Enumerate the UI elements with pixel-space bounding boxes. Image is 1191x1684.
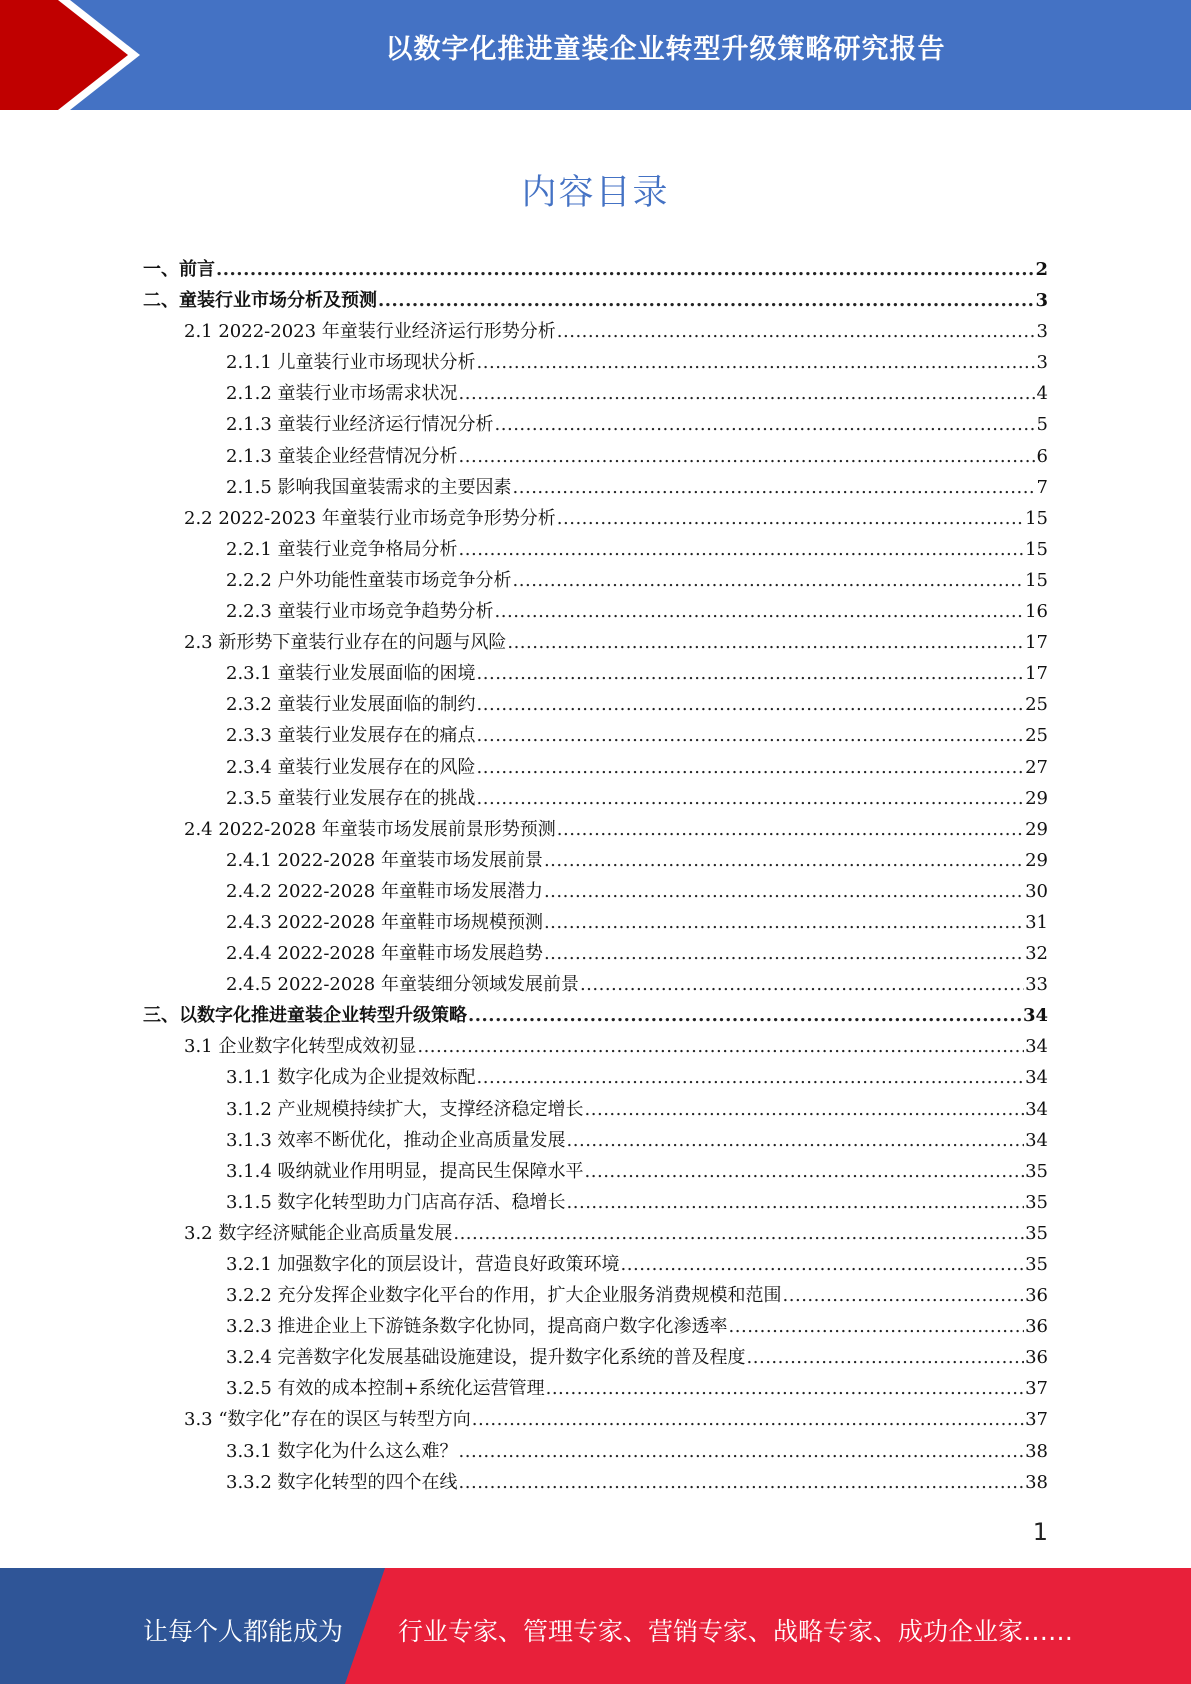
toc-leader-dots bbox=[477, 783, 1025, 814]
toc-entry[interactable] bbox=[143, 1373, 1048, 1404]
toc-entry-page: 7 bbox=[1036, 476, 1048, 498]
toc-entry[interactable] bbox=[143, 409, 1048, 440]
toc-entry-label: 3.2.2 充分发挥企业数字化平台的作用，扩大企业服务消费规模和范围 bbox=[226, 1285, 782, 1307]
toc-entry-label: 3.3.2 数字化转型的四个在线 bbox=[226, 1471, 458, 1493]
toc-entry-label: 2.3.3 童装行业发展存在的痛点 bbox=[226, 725, 476, 747]
toc-leader-dots bbox=[544, 938, 1024, 969]
toc-leader-dots bbox=[580, 969, 1024, 1000]
toc-entry-page: 4 bbox=[1036, 383, 1048, 405]
toc-entry[interactable] bbox=[143, 472, 1048, 503]
toc-entry-page: 5 bbox=[1036, 414, 1048, 436]
toc-entry-label: 3.1.5 数字化转型助力门店高存活、稳增长 bbox=[226, 1191, 566, 1213]
toc-entry-label: 2.2.1 童装行业竞争格局分析 bbox=[226, 538, 458, 560]
toc-entry-page: 30 bbox=[1025, 880, 1048, 902]
toc-entry[interactable] bbox=[143, 378, 1048, 409]
toc-entry-page: 15 bbox=[1025, 569, 1048, 591]
toc-entry-page: 25 bbox=[1025, 694, 1048, 716]
toc-entry-label: 2.3.2 童装行业发展面临的制约 bbox=[226, 694, 476, 716]
toc-leader-dots bbox=[585, 1094, 1025, 1125]
toc-entry[interactable] bbox=[143, 627, 1048, 658]
toc-entry-label: 二、童装行业市场分析及预测 bbox=[143, 290, 377, 312]
toc-entry-label: 2.2.3 童装行业市场竞争趋势分析 bbox=[226, 601, 494, 623]
toc-entry-label: 2.4.3 2022-2028 年童鞋市场规模预测 bbox=[226, 911, 543, 933]
toc-entry-page: 34 bbox=[1025, 1129, 1048, 1151]
toc-entry[interactable] bbox=[143, 1404, 1048, 1435]
toc-leader-dots bbox=[459, 1436, 1025, 1467]
toc-entry-page: 16 bbox=[1025, 601, 1048, 623]
toc-entry-page: 29 bbox=[1025, 787, 1048, 809]
toc-entry[interactable] bbox=[143, 783, 1048, 814]
toc-entry-page: 17 bbox=[1025, 663, 1048, 685]
toc-entry-page: 29 bbox=[1025, 818, 1048, 840]
report-title: 以数字化推进童装企业转型升级策略研究报告 bbox=[385, 34, 946, 65]
toc-entry-label: 3.3 “数字化”存在的误区与转型方向 bbox=[184, 1409, 471, 1431]
toc-entry[interactable] bbox=[143, 845, 1048, 876]
toc-entry-page: 15 bbox=[1025, 538, 1048, 560]
toc-entry[interactable] bbox=[143, 1187, 1048, 1218]
toc-leader-dots bbox=[495, 596, 1025, 627]
toc-entry-label: 3.2.5 有效的成本控制+系统化运营管理 bbox=[226, 1378, 545, 1400]
toc-entry-label: 2.3.1 童装行业发展面临的困境 bbox=[226, 663, 476, 685]
toc-entry-label: 2.4.1 2022-2028 年童装市场发展前景 bbox=[226, 849, 543, 871]
toc-entry[interactable] bbox=[143, 938, 1048, 969]
toc-leader-dots bbox=[468, 1000, 1022, 1031]
toc-entry[interactable] bbox=[143, 752, 1048, 783]
toc-entry[interactable] bbox=[143, 347, 1048, 378]
toc-leader-dots bbox=[477, 689, 1025, 720]
toc-leader-dots bbox=[729, 1311, 1025, 1342]
toc-leader-dots bbox=[557, 814, 1024, 845]
toc-leader-dots bbox=[459, 1467, 1025, 1498]
toc-entry-page: 3 bbox=[1035, 290, 1048, 312]
toc-entry[interactable] bbox=[143, 503, 1048, 534]
toc-entry-label: 3.2.3 推进企业上下游链条数字化协同，提高商户数字化渗透率 bbox=[226, 1316, 728, 1338]
toc-entry-page: 17 bbox=[1025, 632, 1048, 654]
toc-entry-label: 2.1.1 儿童装行业市场现状分析 bbox=[226, 352, 476, 374]
toc-leader-dots bbox=[585, 1156, 1025, 1187]
toc-entry-page: 3 bbox=[1036, 321, 1048, 343]
toc-leader-dots bbox=[477, 1062, 1025, 1093]
toc-leader-dots bbox=[513, 472, 1036, 503]
toc-entry-page: 15 bbox=[1025, 507, 1048, 529]
toc-entry-page: 6 bbox=[1036, 445, 1048, 467]
toc-entry[interactable] bbox=[143, 534, 1048, 565]
toc-leader-dots bbox=[417, 1031, 1024, 1062]
toc-entry[interactable] bbox=[143, 907, 1048, 938]
toc-leader-dots bbox=[477, 347, 1036, 378]
toc-entry-label: 2.4.2 2022-2028 年童鞋市场发展潜力 bbox=[226, 880, 543, 902]
toc-entry[interactable] bbox=[143, 254, 1048, 285]
toc-entry[interactable] bbox=[143, 1094, 1048, 1125]
toc-leader-dots bbox=[477, 720, 1025, 751]
toc-entry-page: 34 bbox=[1022, 1005, 1048, 1027]
toc-leader-dots bbox=[557, 316, 1036, 347]
toc-entry[interactable] bbox=[143, 1467, 1048, 1498]
toc-entry[interactable] bbox=[143, 1342, 1048, 1373]
toc-entry[interactable] bbox=[143, 1031, 1048, 1062]
toc-leader-dots bbox=[546, 1373, 1024, 1404]
toc-leader-dots bbox=[216, 254, 1034, 285]
toc-leader-dots bbox=[477, 658, 1025, 689]
toc-entry[interactable] bbox=[143, 596, 1048, 627]
toc-leader-dots bbox=[378, 285, 1034, 316]
toc-entry[interactable] bbox=[143, 720, 1048, 751]
toc-entry-page: 2 bbox=[1035, 259, 1048, 280]
toc-entry-label: 3.1 企业数字化转型成效初显 bbox=[184, 1036, 417, 1058]
toc-leader-dots bbox=[567, 1125, 1025, 1156]
toc-leader-dots bbox=[544, 845, 1024, 876]
toc-entry-page: 36 bbox=[1025, 1347, 1048, 1369]
toc-leader-dots bbox=[459, 534, 1025, 565]
toc-entry-page: 34 bbox=[1025, 1067, 1048, 1089]
toc-entry-page: 25 bbox=[1025, 725, 1048, 747]
toc-entry-page: 37 bbox=[1025, 1409, 1048, 1431]
footer-band bbox=[0, 1568, 1191, 1684]
toc-entry-label: 3.1.2 产业规模持续扩大，支撑经济稳定增长 bbox=[226, 1098, 584, 1120]
toc-entry-page: 38 bbox=[1025, 1440, 1048, 1462]
toc-entry-label: 2.1.3 童装行业经济运行情况分析 bbox=[226, 414, 494, 436]
toc-entry[interactable] bbox=[143, 969, 1048, 1000]
toc-entry-page: 27 bbox=[1025, 756, 1048, 778]
header-band bbox=[0, 0, 1191, 110]
toc-entry-page: 35 bbox=[1025, 1191, 1048, 1213]
toc-entry-page: 35 bbox=[1025, 1222, 1048, 1244]
toc-entry-label: 3.2.1 加强数字化的顶层设计，营造良好政策环境 bbox=[226, 1254, 620, 1275]
toc-entry[interactable] bbox=[143, 1249, 1048, 1280]
toc-entry-label: 3.1.3 效率不断优化，推动企业高质量发展 bbox=[226, 1129, 566, 1151]
toc-entry-label: 3.3.1 数字化为什么这么难？ bbox=[226, 1440, 458, 1462]
toc-leader-dots bbox=[507, 627, 1024, 658]
toc-entry[interactable] bbox=[143, 689, 1048, 720]
toc-entry[interactable] bbox=[143, 658, 1048, 689]
toc-entry-page: 34 bbox=[1025, 1036, 1048, 1058]
toc-entry-page: 37 bbox=[1025, 1378, 1048, 1400]
toc-leader-dots bbox=[472, 1404, 1024, 1435]
toc-entry-label: 2.2 2022-2023 年童装行业市场竞争形势分析 bbox=[184, 507, 556, 529]
toc-entry-label: 2.2.2 户外功能性童装市场竞争分析 bbox=[226, 569, 512, 591]
toc-leader-dots bbox=[544, 876, 1024, 907]
toc-entry[interactable] bbox=[143, 565, 1048, 596]
toc-entry-page: 35 bbox=[1025, 1254, 1048, 1275]
toc-entry-label: 3.1.4 吸纳就业作用明显，提高民生保障水平 bbox=[226, 1160, 584, 1182]
toc-entry[interactable] bbox=[143, 285, 1048, 316]
toc-entry[interactable] bbox=[143, 1218, 1048, 1249]
toc-leader-dots bbox=[544, 907, 1024, 938]
toc-entry[interactable] bbox=[143, 1436, 1048, 1467]
footer-slogan-left: 让每个人都能成为 bbox=[143, 1617, 344, 1646]
toc-entry[interactable] bbox=[143, 1062, 1048, 1093]
toc-entry-label: 2.4.4 2022-2028 年童鞋市场发展趋势 bbox=[226, 943, 543, 965]
toc-entry-label: 2.1.2 童装行业市场需求状况 bbox=[226, 383, 458, 405]
table-of-contents bbox=[143, 254, 1048, 1498]
toc-leader-dots bbox=[557, 503, 1024, 534]
toc-leader-dots bbox=[477, 752, 1025, 783]
toc-entry-page: 33 bbox=[1025, 974, 1048, 996]
toc-entry-page: 36 bbox=[1025, 1316, 1048, 1338]
page-number: 1 bbox=[1032, 1518, 1048, 1546]
toc-leader-dots bbox=[459, 441, 1036, 472]
toc-entry[interactable] bbox=[143, 1311, 1048, 1342]
toc-entry-page: 29 bbox=[1025, 849, 1048, 871]
toc-entry-page: 35 bbox=[1025, 1160, 1048, 1182]
toc-entry-label: 一、前言 bbox=[143, 259, 215, 280]
toc-leader-dots bbox=[495, 409, 1036, 440]
toc-entry-label: 2.3.4 童装行业发展存在的风险 bbox=[226, 756, 476, 778]
toc-leader-dots bbox=[459, 378, 1036, 409]
toc-entry-label: 3.1.1 数字化成为企业提效标配 bbox=[226, 1067, 476, 1089]
toc-entry[interactable] bbox=[143, 876, 1048, 907]
toc-leader-dots bbox=[783, 1280, 1025, 1311]
toc-entry-page: 38 bbox=[1025, 1471, 1048, 1493]
toc-entry-page: 36 bbox=[1025, 1285, 1048, 1307]
toc-entry-label: 2.1.3 童装企业经营情况分析 bbox=[226, 445, 458, 467]
toc-entry-label: 2.3.5 童装行业发展存在的挑战 bbox=[226, 787, 476, 809]
toc-entry-page: 32 bbox=[1025, 943, 1048, 965]
toc-entry-label: 2.4 2022-2028 年童装市场发展前景形势预测 bbox=[184, 818, 556, 840]
toc-leader-dots bbox=[747, 1342, 1025, 1373]
toc-entry-label: 2.4.5 2022-2028 年童装细分领域发展前景 bbox=[226, 974, 579, 996]
toc-heading: 内容目录 bbox=[521, 173, 670, 213]
toc-leader-dots bbox=[513, 565, 1025, 596]
toc-entry-page: 3 bbox=[1036, 352, 1048, 374]
toc-entry-page: 34 bbox=[1025, 1098, 1048, 1120]
toc-entry[interactable] bbox=[143, 1000, 1048, 1031]
toc-entry-label: 3.2 数字经济赋能企业高质量发展 bbox=[184, 1222, 453, 1244]
toc-entry-label: 3.2.4 完善数字化发展基础设施建设，提升数字化系统的普及程度 bbox=[226, 1347, 746, 1369]
toc-entry[interactable] bbox=[143, 814, 1048, 845]
toc-entry[interactable] bbox=[143, 316, 1048, 347]
toc-entry[interactable] bbox=[143, 441, 1048, 472]
toc-entry-label: 2.3 新形势下童装行业存在的问题与风险 bbox=[184, 632, 507, 654]
toc-leader-dots bbox=[567, 1187, 1025, 1218]
toc-leader-dots bbox=[621, 1249, 1025, 1280]
toc-entry[interactable] bbox=[143, 1156, 1048, 1187]
toc-entry[interactable] bbox=[143, 1280, 1048, 1311]
toc-entry-label: 2.1 2022-2023 年童装行业经济运行形势分析 bbox=[184, 321, 556, 343]
toc-entry-label: 2.1.5 影响我国童装需求的主要因素 bbox=[226, 476, 512, 498]
footer-slogan-right: 行业专家、管理专家、营销专家、战略专家、成功企业家…… bbox=[398, 1617, 1074, 1646]
toc-entry-page: 31 bbox=[1025, 911, 1048, 933]
toc-entry[interactable] bbox=[143, 1125, 1048, 1156]
toc-leader-dots bbox=[453, 1218, 1024, 1249]
toc-entry-label: 三、以数字化推进童装企业转型升级策略 bbox=[143, 1005, 467, 1027]
